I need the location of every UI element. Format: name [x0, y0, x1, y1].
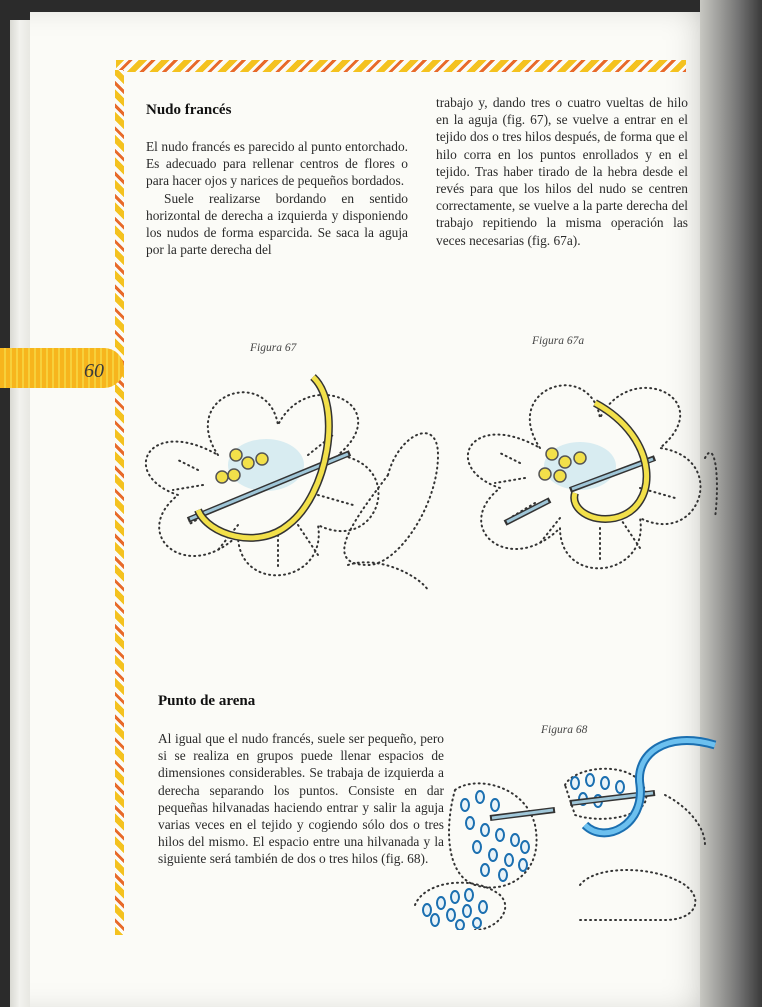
section-title-punto-de-arena: Punto de arena — [158, 693, 256, 709]
figure-67-caption: Figura 67 — [250, 342, 297, 354]
section2-text — [158, 730, 444, 868]
figure-68-caption: Figura 68 — [541, 724, 588, 736]
figure-67a-illustration — [440, 358, 720, 588]
section2-paragraph: Al igual que el nudo francés, suele ser pequeño, pero si se realiza en grupos puede llenar espacios de dimensiones considerables. Se trabaja de izquierda a derecha separando los puntos. Consiste en dar pequeñas hilvanadas haciendo entrar y salir la aguja varias veces en el tejido y cogiendo sólo dos o tres hilos del mismo. El espacio entre una hilvanada y la siguiente será también de dos o tres hilos (fig. 68). — [158, 731, 444, 867]
page-number-tab — [0, 348, 124, 388]
figure-67-illustration — [118, 365, 448, 595]
figure-67a-caption: Figura 67a — [532, 335, 585, 347]
section-title-nudo-frances: Nudo francés — [146, 102, 232, 118]
page-number: 60 — [84, 360, 104, 382]
section1-column2 — [436, 94, 688, 249]
section1-paragraph2: Suele realizarse bordando en sentido horizontal de derecha a izquierda y disponiendo los nudos de forma esparcida. Se saca la aguja por la parte derecha del — [146, 190, 408, 258]
section1-paragraph3: trabajo y, dando tres o cuatro vueltas de hilo en la aguja (fig. 67), se vuelve a entrar en el tejido dos o tres hilos después, de forma que el hilo corra en los puntos enrollados y en el tejido. Tras haber tirado de la hebra desde el revés para que los hilos del nudo se centren correctamente, se vuelve a la parte derecha del trabajo repitiendo la misma operación las veces necesarias (fig. 67a). — [436, 95, 688, 248]
figure-68-illustration — [405, 735, 720, 930]
section1-paragraph1: El nudo francés es parecido al punto entorchado. Es adecuado para rellenar centros de flores o para hacer ojos y narices de pequeños bordados. — [146, 139, 408, 189]
section1-column1 — [146, 138, 408, 258]
decorative-border-top — [116, 60, 686, 72]
